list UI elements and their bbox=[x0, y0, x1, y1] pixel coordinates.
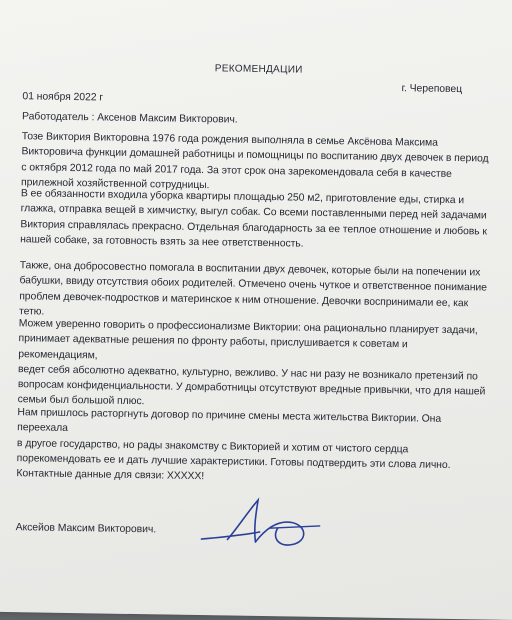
signature-stroke bbox=[255, 522, 303, 546]
paragraph-professionalism bbox=[17, 316, 486, 415]
paragraph-termination bbox=[16, 405, 485, 489]
text-line: бабушки, ввиду отсутствия обоих родителей. Отмечено очень чуткое и ответственное понимание bbox=[19, 275, 487, 294]
paragraph-duties bbox=[20, 186, 489, 255]
employer-line: Работодатель : Аксенов Максим Викторович. bbox=[21, 111, 238, 126]
text-line: Тозе Виктория Викторовна 1976 года рождения выполняла в семье Аксёнова Максима bbox=[21, 131, 438, 149]
handwritten-signature bbox=[197, 493, 323, 555]
text-line: порекомендовать ее и дать лучшие характеристики. Готовы подтвердить эти слова лично. bbox=[16, 453, 451, 471]
text-line: принимает адекватные решения по фронту работы, прислушивается к советам и рекомендациям, bbox=[18, 333, 408, 362]
text-line: с октября 2012 года по май 2017 года. За этот срок она зарекомендовала себя в качестве bbox=[21, 161, 452, 180]
date-line: 01 ноября 2022 г bbox=[22, 91, 104, 104]
text-line: прилежной хозяйственной сотрудницы. bbox=[20, 177, 210, 192]
text-line: семьи был большой плюс. bbox=[17, 394, 145, 408]
text-line: нашей собаке, за готовность взять за нее ответственность. bbox=[20, 234, 304, 250]
text-line: Нам пришлось расторгнуть договор по причине смены места жительства Виктории. Она переехала bbox=[17, 407, 442, 435]
text-line: вопросам конфиденциальности. У домработницы отсутствуют вредные привычки, что для нашей bbox=[17, 379, 486, 398]
text-line: проблем девочек-подростков и материнское к ним отношение. Девочки воспринимали ее, как bbox=[19, 290, 469, 309]
text-line: тетю. bbox=[18, 306, 45, 318]
text-line: Викторовича функции домашней работницы и помощницы по воспитанию двух девочек в период bbox=[21, 146, 489, 165]
text-line: Можем уверенно говорить о профессионализме Виктории: она рационально планирует задачи, bbox=[18, 318, 478, 337]
signature-stroke bbox=[270, 525, 320, 529]
signer-name: Аксейов Максим Викторович. bbox=[15, 522, 157, 536]
text-line: Также, она добросовестно помогала в воспитании двух девочек, которые были на попечении их bbox=[19, 260, 481, 279]
text-line: Контактные данные для связи: XXXXX! bbox=[16, 468, 205, 483]
text-line: в другое государство, но рады знакомству с Викторией и хотим от чистого сердца bbox=[16, 437, 409, 455]
city-line: г. Череповец bbox=[401, 83, 463, 96]
text-line: В ее обязанности входила уборка квартиры площадью 250 м2, приготовление еды, стирка и bbox=[20, 188, 465, 207]
text-line: ведет себя абсолютно адекватно, культурно, вежливо. У нас ни разу не возникало претензий по bbox=[18, 364, 478, 383]
text-line: Виктория справлялась прекрасно. Отдельная благодарность за ее теплое отношение и любовь к bbox=[20, 218, 488, 238]
text-line: глажка, отправка вещей в химчистку, выгул собак. Со всеми поставленными перед ней задачами bbox=[20, 203, 487, 222]
document-title: РЕКОМЕНДАЦИИ bbox=[214, 63, 303, 76]
